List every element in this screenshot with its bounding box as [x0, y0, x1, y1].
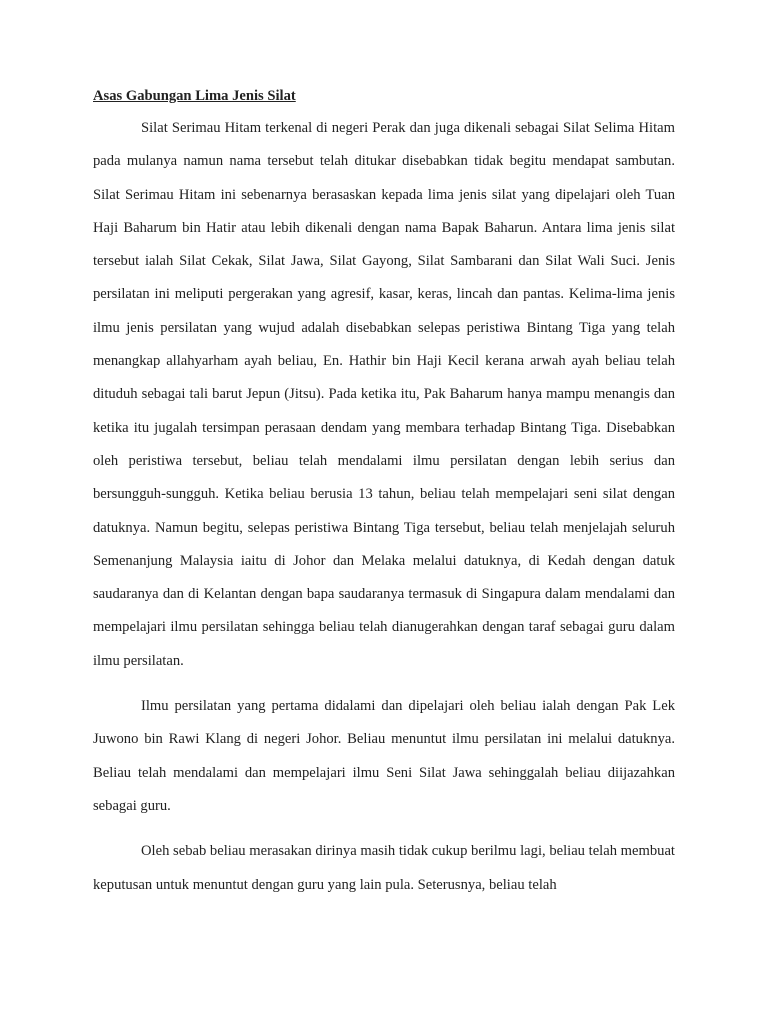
paragraph-1: Silat Serimau Hitam terkenal di negeri Perak dan juga dikenali sebagai Silat Selima Hitam pada mulanya namun nama tersebut telah ditukar disebabkan tidak begitu mendapat sambutan. Silat Serimau Hitam ini sebenarnya berasaskan kepada lima jenis silat yang dipelajari oleh Tuan Haji Baharum bin Hatir atau lebih dikenali dengan nama Bapak Baharun. Antara lima jenis silat tersebut ialah Silat Cekak, Silat Jawa, Silat Gayong, Silat Sambarani dan Silat Wali Suci. Jenis persilatan ini meliputi pergerakan yang agresif, kasar, keras, lincah dan pantas. Kelima-lima jenis ilmu jenis persilatan yang wujud adalah disebabkan selepas peristiwa Bintang Tiga yang telah menangkap allahyarham ayah beliau, En. Hathir bin Haji Kecil kerana arwah ayah beliau telah dituduh sebagai tali barut Jepun (Jitsu). Pada ketika itu, Pak Baharum hanya mampu menangis dan ketika itu jugalah tersimpan perasaan dendam yang membara terhadap Bintang Tiga. Disebabkan oleh peristiwa tersebut, beliau telah mendalami ilmu persilatan dengan lebih serius dan bersungguh-sungguh. Ketika beliau berusia 13 tahun, beliau telah mempelajari seni silat dengan datuknya. Namun begitu, selepas peristiwa Bintang Tiga tersebut, beliau telah menjelajah seluruh Semenanjung Malaysia iaitu di Johor dan Melaka melalui datuknya, di Kedah dengan datuk saudaranya dan di Kelantan dengan bapa saudaranya termasuk di Singapura dalam mendalami dan mempelajari ilmu persilatan sehingga beliau telah dianugerahkan dengan taraf sebagai guru dalam ilmu persilatan.	[93, 120, 675, 669]
paragraph-2: Ilmu persilatan yang pertama didalami dan dipelajari oleh beliau ialah dengan Pak Lek Juwono bin Rawi Klang di negeri Johor. Beliau menuntut ilmu persilatan ini melalui datuknya. Beliau telah mendalami dan mempelajari ilmu Seni Silat Jawa sehinggalah beliau diijazahkan sebagai guru.	[93, 698, 675, 814]
document-body	[93, 84, 675, 914]
document-title: Asas Gabungan Lima Jenis Silat	[93, 88, 296, 104]
paragraph-3: Oleh sebab beliau merasakan dirinya masih tidak cukup berilmu lagi, beliau telah membuat keputusan untuk menuntut dengan guru yang lain pula. Seterusnya, beliau telah	[93, 843, 675, 893]
